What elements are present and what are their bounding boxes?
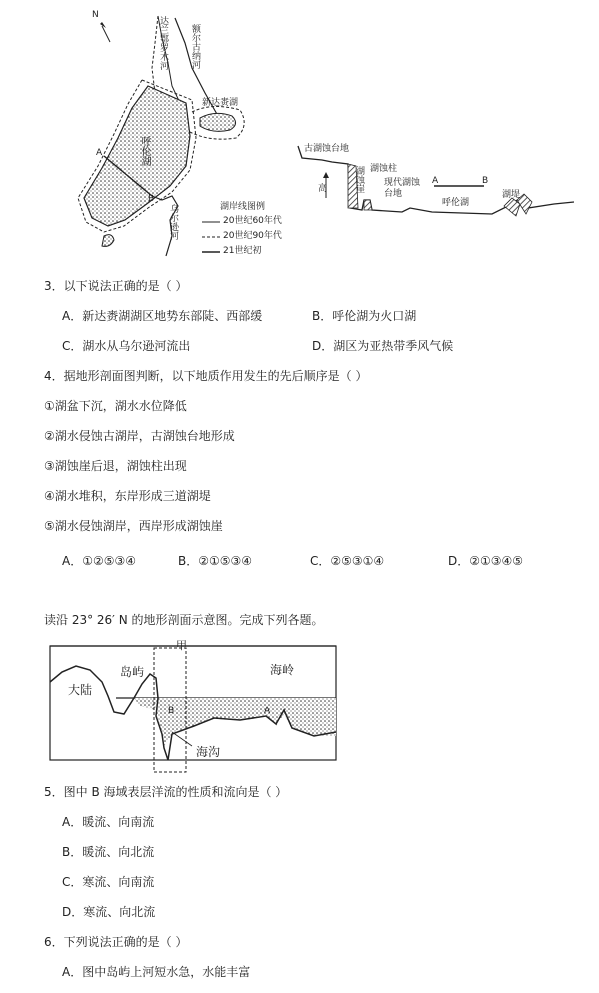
cross-section-figure [44,636,344,774]
q4-item-3: ③湖蚀崖后退，湖蚀柱出现 [44,459,187,473]
q4-stem: 4．据地形剖面图判断，以下地质作用发生的先后顺序是（ ） [44,369,368,383]
legend-title: 湖岸线图例 [220,202,266,212]
q4-item-4: ④湖水堆积，东岸形成三道湖堤 [44,489,211,503]
jia-label: 甲 [176,639,187,652]
legend-item-21c: 21世纪初 [223,246,262,256]
q5-option-c[interactable]: C．寒流、向南流 [62,875,155,889]
legend-item-60s: 20世纪60年代 [223,216,282,226]
river-label-dalan: 达兰鄂罗木河 [158,16,168,70]
q6-stem: 6．下列说法正确的是（ ） [44,935,188,949]
q3-option-a[interactable]: A．新达赉湖湖区地势东部陡、西部缓 [62,309,263,323]
legend-item-90s: 20世纪90年代 [223,231,282,241]
point-b-label: B [148,194,155,204]
island-label: 岛屿 [120,665,145,679]
ridge-label: 海岭 [270,663,295,677]
profile-lake-label: 呼伦湖 [442,198,470,208]
q5-option-d[interactable]: D．寒流、向北流 [62,905,156,919]
q4-option-a[interactable]: A．①②⑤③④ [62,554,136,568]
height-label: 高 [318,184,328,194]
q4-item-2: ②湖水侵蚀古湖岸，古湖蚀台地形成 [44,429,235,443]
q4-option-d[interactable]: D．②①③④⑤ [448,554,524,568]
north-label: N [92,10,99,20]
q3-stem: 3．以下说法正确的是（ ） [44,279,188,293]
dike-label: 湖堤 [502,190,521,200]
sea-b-label: B [168,706,175,716]
q4-option-b[interactable]: B．②①⑤③④ [178,554,253,568]
river-label-ergun: 额尔古纳河 [190,24,200,69]
q5-option-a[interactable]: A．暖流、向南流 [62,815,155,829]
q5-option-b[interactable]: B．暖流、向北流 [62,845,155,859]
q3-option-b[interactable]: B．呼伦湖为火口湖 [312,309,417,323]
trench-label: 海沟 [196,745,221,759]
q6-option-a[interactable]: A．图中岛屿上河短水急，水能丰富 [62,965,251,979]
column-label: 湖蚀柱 [370,164,398,174]
new-terrace-label: 现代湖蚀台地 [384,178,421,199]
river-label-orshun: 乌尔逊河 [168,204,178,240]
terrain-profile-figure [292,138,580,238]
section-intro: 读沿 23° 26′ N 的地形剖面示意图。完成下列各题。 [44,613,324,627]
profile-b-label: B [482,176,489,186]
q3-option-d[interactable]: D．湖区为亚热带季风气候 [312,339,454,353]
q3-option-c[interactable]: C．湖水从乌尔逊河流出 [62,339,191,353]
q4-item-5: ⑤湖水侵蚀湖岸，西岸形成湖蚀崖 [44,519,223,533]
mainland-label: 大陆 [68,683,93,697]
cross-section-svg [44,636,344,774]
profile-a-label: A [432,176,439,186]
old-terrace-label: 古湖蚀台地 [304,144,350,154]
sea-a-label: A [264,706,271,716]
point-a-label: A [96,148,103,158]
new-dalai-lake-label: 新达赉湖 [202,98,239,108]
q4-option-c[interactable]: C．②⑤③①④ [310,554,385,568]
cliff-label: 湖蚀崖 [354,166,364,193]
lake-map-figure [40,8,315,270]
q4-item-1: ①湖盆下沉，湖水水位降低 [44,399,187,413]
north-arrow-icon [102,26,110,42]
q5-stem: 5．图中 B 海域表层洋流的性质和流向是（ ） [44,785,288,799]
hulun-lake-label: 呼伦湖 [139,136,150,166]
